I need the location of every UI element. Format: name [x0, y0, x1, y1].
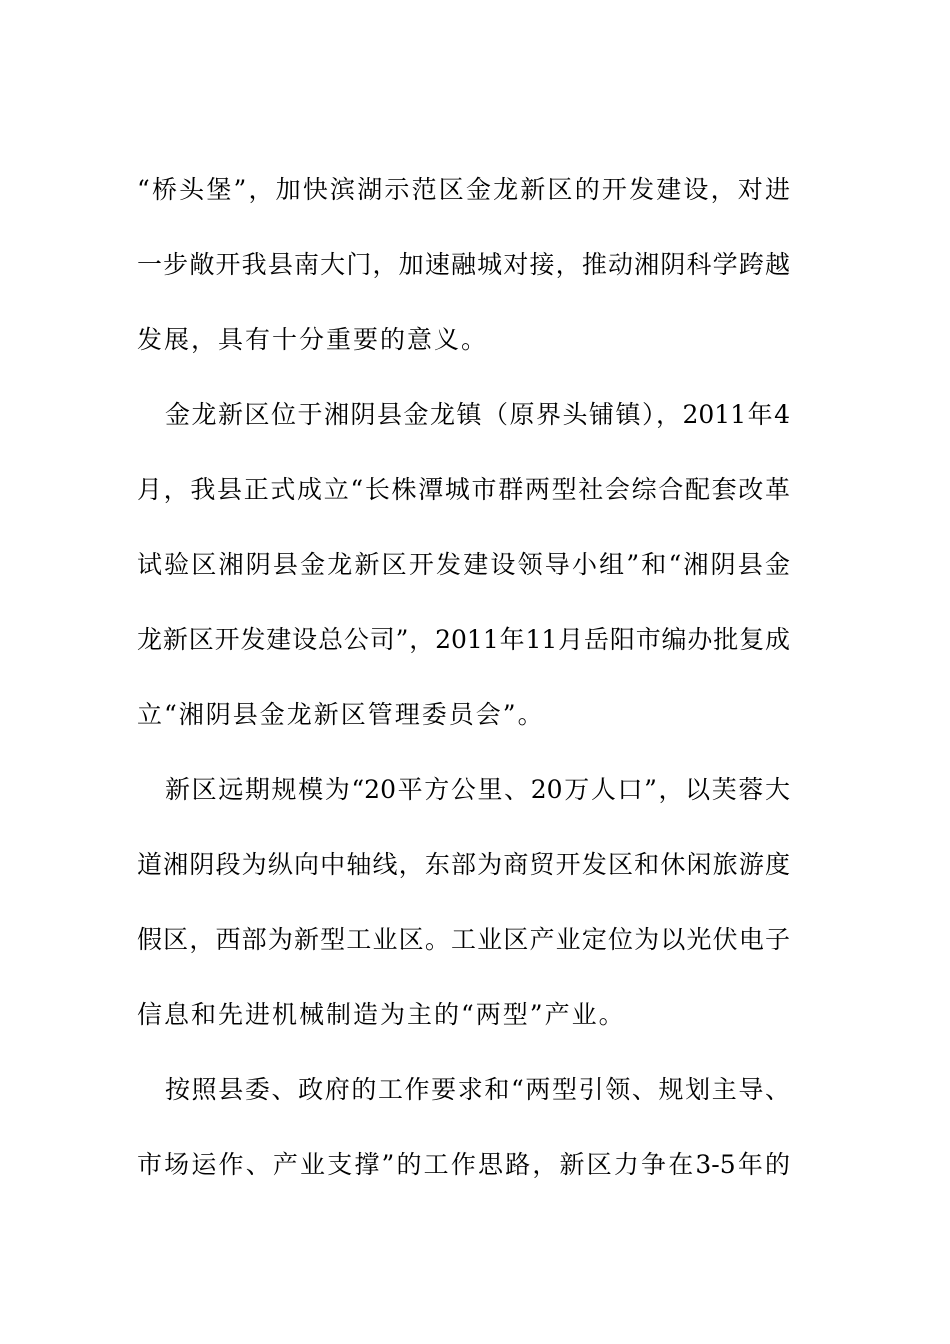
text-line: 发展，具有十分重要的意义。: [137, 325, 489, 354]
paragraph-first-line: 金龙新区位于湘阴县金龙镇（原界头铺镇），2011年4: [165, 400, 790, 429]
paragraph-first-line: 按照县委、政府的工作要求和“两型引领、规划主导、: [165, 1075, 790, 1104]
text-line: 假区，西部为新型工业区。工业区产业定位为以光伏电子: [137, 925, 790, 954]
text-line: “桥头堡”，加快滨湖示范区金龙新区的开发建设，对进: [137, 175, 790, 204]
text-line: 龙新区开发建设总公司”，2011年11月岳阳市编办批复成: [137, 625, 790, 654]
text-line: 月，我县正式成立“长株潭城市群两型社会综合配套改革: [137, 475, 790, 504]
text-line: 道湘阴段为纵向中轴线，东部为商贸开发区和休闲旅游度: [137, 850, 790, 879]
text-line: 市场运作、产业支撑”的工作思路，新区力争在3-5年的: [137, 1150, 790, 1179]
paragraph-first-line: 新区远期规模为“20平方公里、20万人口”，以芙蓉大: [165, 775, 790, 804]
text-line: 试验区湘阴县金龙新区开发建设领导小组”和“湘阴县金: [137, 550, 790, 579]
text-line: 一步敞开我县南大门，加速融城对接，推动湘阴科学跨越: [137, 250, 790, 279]
text-line: 信息和先进机械制造为主的“两型”产业。: [137, 1000, 626, 1029]
text-line: 立“湘阴县金龙新区管理委员会”。: [137, 700, 545, 729]
